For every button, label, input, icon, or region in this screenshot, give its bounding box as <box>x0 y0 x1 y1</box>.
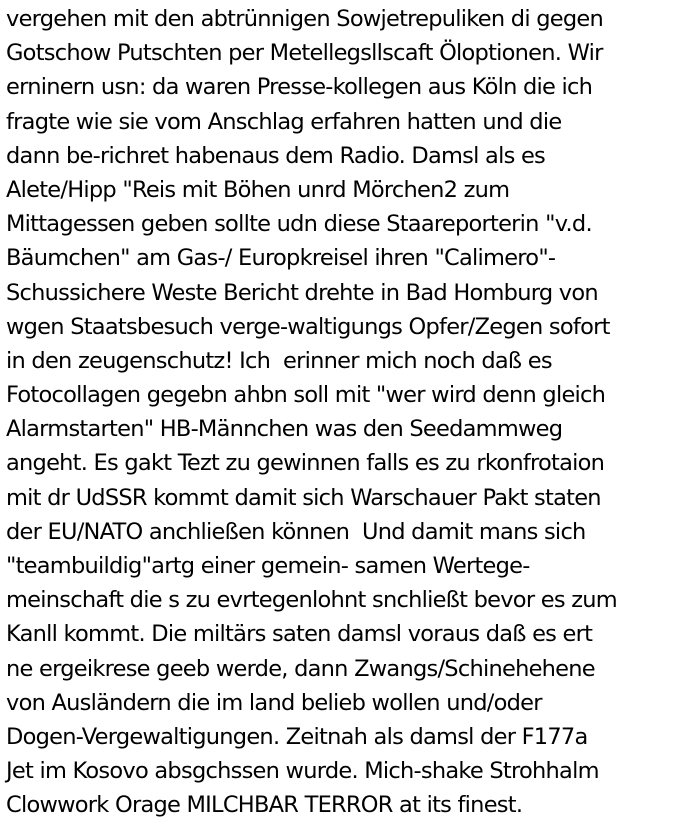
text-line-12: Fotocollagen gegebn ahbn soll mit "wer wird denn gleich <box>6 382 606 409</box>
text-line-14: angeht. Es gakt Tezt zu gewinnen falls es zu rkonfrotaion <box>6 450 605 477</box>
text-line-23: Jet im Kosovo absgchssen wurde. Mich-shake Strohhalm <box>6 758 599 785</box>
text-line-8: Bäumchen" am Gas-/ Europkreisel ihren "Calimero"- <box>6 245 556 272</box>
text-line-21: von Ausländern die im land belieb wollen und/oder <box>6 689 542 716</box>
text-line-22: Dogen-Vergewaltigungen. Zeitnah als damsl der F177a <box>6 723 588 750</box>
text-line-24: Clowwork Orage MILCHBAR TERROR at its finest. <box>6 792 523 819</box>
text-body <box>6 2 682 823</box>
text-line-3: erninern usn: da waren Presse-kollegen aus Köln die ich <box>6 74 593 101</box>
text-line-20: ne ergeikrese geeb werde, dann Zwangs/Schinehehene <box>6 655 595 682</box>
text-line-9: Schussichere Weste Bericht drehte in Bad Homburg von <box>6 279 598 306</box>
text-line-2: Gotschow Putschten per Metellegsllscaft Öloptionen. Wir <box>6 40 603 67</box>
text-line-1: vergehen mit den abtrünnigen Sowjetrepuliken di gegen <box>6 6 603 32</box>
text-line-4: fragte wie sie vom Anschlag erfahren hatten und die <box>6 108 562 135</box>
text-line-13: Alarmstarten" HB-Männchen was den Seedammweg <box>6 416 563 443</box>
text-line-19: Kanll kommt. Die miltärs saten damsl voraus daß es ert <box>6 621 593 648</box>
text-line-17: "teambuildig"artg einer gemein- samen Wertege- <box>6 553 530 579</box>
text-line-6: Alete/Hipp "Reis mit Böhen unrd Mörchen2 zum <box>6 176 510 203</box>
text-line-11: in den zeugenschutz! Ich erinner mich noch daß es <box>6 347 552 374</box>
text-line-18: meinschaft die s zu evrtegenlohnt snchließt bevor es zum <box>6 587 617 614</box>
text-line-16: der EU/NATO anchließen können Und damit mans sich <box>6 518 586 545</box>
text-line-5: dann be-richret habenaus dem Radio. Damsl als es <box>6 142 546 169</box>
text-line-7: Mittagessen geben sollte udn diese Staareporterin "v.d. <box>6 211 592 238</box>
text-line-10: wgen Staatsbesuch verge-waltigungs Opfer/Zegen sofort <box>6 313 610 340</box>
text-line-15: mit dr UdSSR kommt damit sich Warschauer Pakt staten <box>6 484 601 511</box>
